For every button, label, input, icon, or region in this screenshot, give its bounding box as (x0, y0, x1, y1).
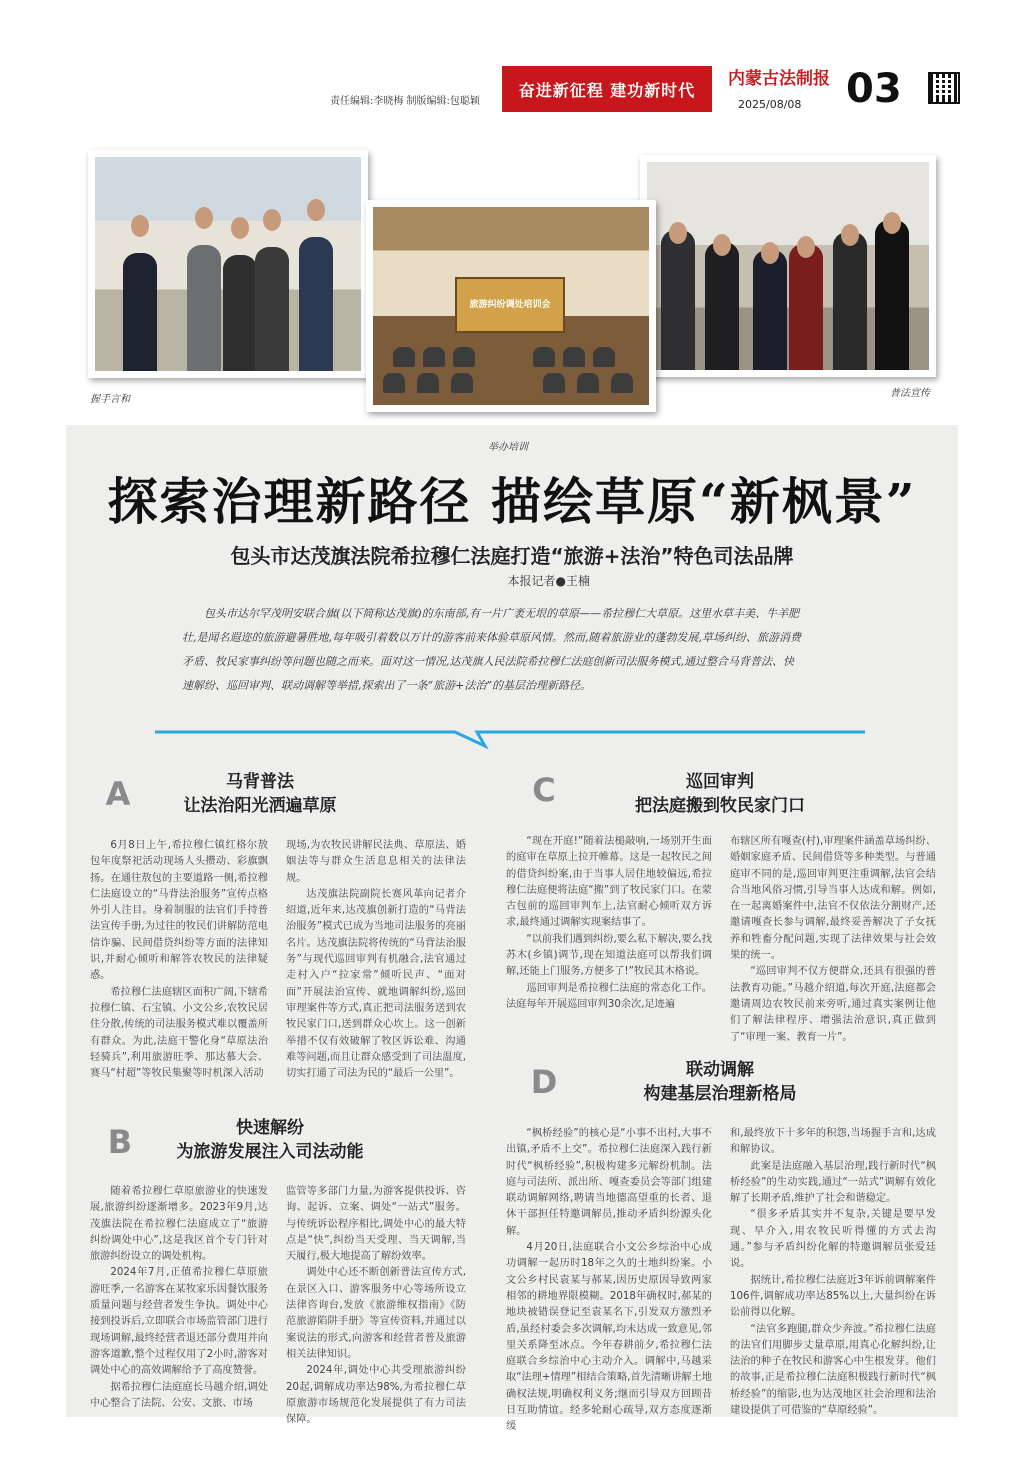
photo-handshake (88, 150, 368, 378)
newspaper-logo: 内蒙古法制报 (728, 69, 830, 89)
masthead (0, 0, 1024, 115)
paragraph: “以前我们遇到纠纷,要么私下解决,要么找苏木(乡镇)调节,现在知道法庭可以帮我们调解,还能上门服务,方便多了!”牧民其木格说。 (506, 933, 712, 978)
section-c-head-line1: 巡回审判 (686, 772, 754, 792)
article-title: 探索治理新路径 描绘草原“新枫景” (107, 472, 917, 531)
section-d-heading (610, 1058, 830, 1106)
section-b-heading (150, 1116, 390, 1164)
section-d-head-line2: 构建基层治理新格局 (643, 1084, 797, 1104)
paragraph: “法官多跑腿,群众少奔波。”希拉穆仁法庭的法官们用脚步丈量草原,用真心化解纠纷,让法治的种子在牧民和游客心中生根发芽。他们的故事,正是希拉穆仁法庭积极践行新时代“枫桥经验”的缩影,也为达茂地区社会治理和法治建设提供了可借鉴的“草原经验”。 (730, 1323, 936, 1417)
paragraph: 希拉穆仁法庭辖区面积广阔,下辖希拉穆仁镇、石宝镇、小文公乡,农牧民居住分散,传统的司法服务模式难以覆盖所有群众。为此,法庭干警化身“草原法治轻骑兵”,利用旅游旺季、那达慕大会、赛马“村超”等牧民集聚等时机深入活动 (90, 986, 268, 1080)
paragraph: “现在开庭!”随着法槌敲响,一场别开生面的庭审在草原上拉开帷幕。这是一起牧民之间的借贷纠纷案,由于当事人居住地较偏远,希拉穆仁法庭便将法庭“搬”到了牧民家门口。在蒙古包前的巡回审判车上,法官耐心倾听双方诉求,最终通过调解实现案结事了。 (506, 836, 712, 929)
photo-caption-training: 举办培训 (488, 442, 528, 453)
section-a-col2 (286, 838, 466, 1082)
section-d-col2 (730, 1126, 936, 1419)
section-d-head-line1: 联动调解 (686, 1060, 754, 1080)
section-c-col2 (730, 834, 936, 1046)
article-subtitle: 包头市达茂旗法院希拉穆仁法庭打造“旅游+法治”特色司法品牌 (230, 544, 794, 568)
section-d-col1 (506, 1126, 712, 1436)
paragraph: 达茂旗法院副院长赛风革向记者介绍道,近年来,达茂旗创新打造的“马背法治服务”模式已成为当地司法服务的亮丽名片。达茂旗法院将传统的“马背法治服务”与现代巡回审判有机融合,法官通过走村入户“拉家常”倾听民声、“面对面”开展法治宣传、就地调解纠纷,巡回审理案件等方式,真正把司法服务送到农牧民家门口,送到群众心坎上。这一创新举措不仅有效破解了牧区诉讼难、沟通难等问题,而且让群众感受到了司法温度,切实打通了司法为民的“最后一公里”。 (286, 888, 466, 1080)
section-c-letter: C (532, 771, 556, 809)
paragraph: 6月8日上午,希拉穆仁镇红格尔敖包年度祭祀活动现场人头攒动、彩旗飘扬。在通往敖包的主要道路一侧,希拉穆仁法庭设立的“马背法治服务”宣传点格外引人注目。身着制服的法官们手持普法宣传手册,为过往的牧民们讲解防范电信诈骗、民间借贷纠纷等方面的法律知识,并耐心倾听和解答农牧民的法律疑惑。 (90, 840, 268, 982)
section-b-col1 (90, 1184, 268, 1412)
section-c-heading (600, 770, 840, 818)
section-b-head-line2: 为旅游发展注入司法动能 (176, 1142, 364, 1162)
paragraph: 2024年7月,正值希拉穆仁草原旅游旺季,一名游客在某牧家乐因餐饮服务质量问题与经营者发生争执。调处中心接到投诉后,立即联合市场监管部门进行现场调解,最终经营者退还部分费用并向游客道歉,整个过程仅用了2小时,游客对调处中心的高效调解给予了高度赞誉。 (90, 1267, 268, 1377)
photo-training (366, 200, 656, 412)
section-c-head-line2: 把法庭搬到牧民家门口 (635, 796, 805, 816)
paragraph: 此案是法庭融入基层治理,践行新时代“枫桥经验”的生动实践,通过“一站式”调解有效化解了长期矛盾,维护了社会和谐稳定。 (730, 1160, 936, 1205)
section-b-head-line1: 快速解纷 (236, 1118, 304, 1138)
paragraph: 布辖区所有嘎查(村),审理案件涵盖草场纠纷、婚姻家庭矛盾、民间借贷等多种类型。与普通庭审不同的是,巡回审判更注重调解,法官会结合当地风俗习惯,引导当事人达成和解。例如,在一起离婚案件中,法官不仅依法分割财产,还邀请嘎查长参与调解,最终妥善解决了子女抚养和牲畜分配问题,实现了法律效果与社会效果的统一。 (730, 836, 936, 962)
paragraph: 和,最终放下十多年的积怨,当场握手言和,达成和解协议。 (730, 1128, 936, 1156)
paragraph: 随着希拉穆仁草原旅游业的快速发展,旅游纠纷逐渐增多。2023年9月,达茂旗法院在希拉穆仁法庭成立了“旅游纠纷调处中心”,这是我区首个专门针对旅游纠纷设立的调处机构。 (90, 1186, 268, 1263)
paragraph: 2024年,调处中心共受理旅游纠纷20起,调解成功率达98%,为希拉穆仁草原旅游市场规范化发展提供了有力司法保障。 (286, 1365, 466, 1426)
projection-screen (455, 277, 565, 333)
paragraph: 巡回审判是希拉穆仁法庭的常态化工作。法庭每年开展巡回审判30余次,足迹遍 (506, 982, 712, 1010)
article-lead: 包头市达尔罕茂明安联合旗(以下简称达茂旗)的东南部,有一片广袤无垠的草原——希拉穆仁大草原。这里水草丰美、牛羊肥壮,是闻名遐迩的旅游避暑胜地,每年吸引着数以万计的游客前来体验草原风情。然而,随着旅游业的蓬勃发展,草场纠纷、旅游消费矛盾、牧民家事纠纷等问题也随之而来。面对这一情况,达茂旗人民法院希拉穆仁法庭创新司法服务模式,通过整合马背普法、快速解纷、巡回审判、联动调解等举措,探索出了一条“旅游+法治”的基层治理新路径。 (182, 607, 801, 692)
paragraph: 4月20日,法庭联合小文公乡综治中心成功调解一起历时18年之久的土地纠纷案。小文公乡村民袁某与郝某,因历史原因导致两家相邻的耕地界限模糊。2018年确权时,郝某的地块被错误登记至袁某名下,引发双方激烈矛盾,虽经村委会多次调解,均未达成一致意见,邻里关系降至冰点。今年春耕前夕,希拉穆仁法庭联合乡综治中心主动介入。调解中,马越采取“法理+情理”相结合策略,首先清晰讲解土地确权法规,明确权利义务;继而引导双方回顾昔日互助情谊。经多轮耐心疏导,双方态度逐渐缓 (506, 1242, 712, 1433)
slogan-banner: 奋进新征程 建功新时代 (502, 66, 712, 112)
qr-code-icon (928, 72, 960, 104)
paragraph: “很多矛盾其实并不复杂,关键是要早发现、早介入,用农牧民听得懂的方式去沟通。”参与矛盾纠纷化解的特邀调解员张爱廷说。 (730, 1209, 936, 1270)
paragraph: 据希拉穆仁法庭庭长马越介绍,调处中心整合了法院、公安、文旅、市场 (90, 1381, 268, 1409)
paragraph: 据统计,希拉穆仁法庭近3年诉前调解案件106件,调解成功率达85%以上,大量纠纷在诉讼前得以化解。 (730, 1274, 936, 1319)
section-d-letter: D (530, 1063, 558, 1101)
section-divider (155, 722, 865, 752)
section-a-letter: A (105, 775, 131, 813)
page-number: 03 (846, 66, 902, 112)
paragraph: 调处中心还不断创新普法宣传方式,在景区入口、游客服务中心等场所设立法律咨询台,发放《旅游维权指南》《防范旅游陷阱手册》等宣传资料,并通过以案说法的形式,向游客和经营者普及旅游相关法律知识。 (286, 1267, 466, 1360)
photo-legal-publicity (640, 155, 936, 377)
section-b-letter: B (107, 1123, 133, 1161)
section-a-col1 (90, 838, 268, 1082)
screen-text: 旅游纠纷调处培训会 (469, 300, 551, 310)
paragraph: “枫桥经验”的核心是“小事不出村,大事不出镇,矛盾不上交”。希拉穆仁法庭深入践行新时代“枫桥经验”,积极构建多元解纷机制。法庭与司法所、派出所、嘎查委员会等部门组建联动调解网络,聘请当地德高望重的长者、退休干部担任特邀调解员,推动矛盾纠纷源头化解。 (506, 1128, 712, 1237)
paragraph: 现场,为农牧民讲解民法典、草原法、婚姻法等与群众生活息息相关的法律法规。 (286, 840, 466, 884)
section-b-col2 (286, 1184, 466, 1428)
section-a-heading (160, 770, 360, 818)
section-a-head-line2: 让法治阳光洒遍草原 (183, 796, 337, 816)
editor-credits: 责任编辑:李晓梅 制版编辑:包聪颖 (330, 96, 480, 107)
photo-caption-handshake: 握手言和 (90, 394, 130, 405)
section-a-head-line1: 马背普法 (226, 772, 294, 792)
issue-date: 2025/08/08 (738, 98, 802, 111)
photo-caption-publicity: 普法宣传 (890, 388, 930, 399)
section-c-col1 (506, 834, 712, 1013)
paragraph: “巡回审判不仅方便群众,还具有很强的普法教育功能。”马越介绍道,每次开庭,法庭都会邀请周边农牧民前来旁听,通过真实案例让他们了解法律程序、增强法治意识,真正做到了“审理一案、教育一片”。 (730, 966, 936, 1043)
byline: 本报记者●王楠 (507, 574, 590, 588)
paragraph: 监管等多部门力量,为游客提供投诉、咨询、起诉、立案、调处“一站式”服务。与传统诉讼程序相比,调处中心的最大特点是“快”,纠纷当天受理、当天调解,当天履行,极大地提高了解纷效率。 (286, 1186, 466, 1263)
